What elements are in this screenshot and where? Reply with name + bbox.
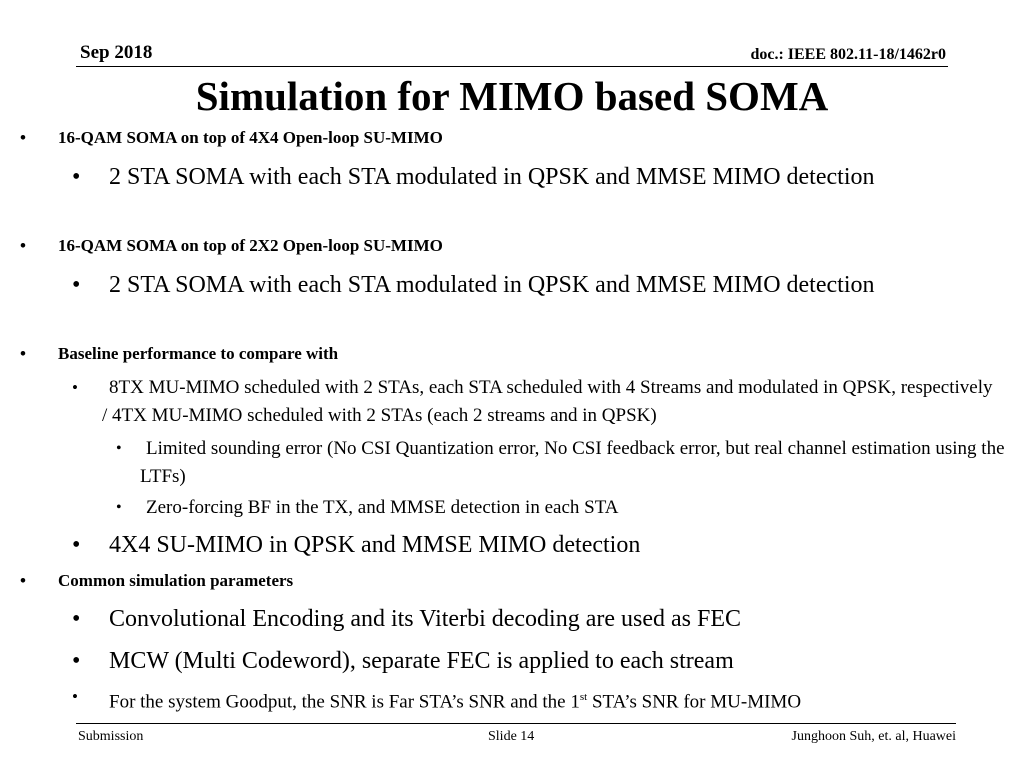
- subsubbullet-zf-bf: • Zero-forcing BF in the TX, and MMSE detection in each STA: [116, 494, 1006, 522]
- bullet-dot: •: [116, 499, 122, 516]
- subbullet-fec: • Convolutional Encoding and its Viterbi decoding are used as FEC: [72, 602, 952, 636]
- bullet-dot: •: [20, 236, 26, 255]
- bullet-dot: •: [116, 440, 122, 457]
- header-date: Sep 2018: [80, 42, 153, 63]
- bullet-dot: •: [72, 272, 81, 298]
- subsubbullet-sounding-error: • Limited sounding error (No CSI Quantization error, No CSI feedback error, but real channel estimation using the LTFs): [116, 435, 1006, 491]
- footer-rule: [76, 723, 956, 724]
- subbullet-4x4-detail: • 2 STA SOMA with each STA modulated in QPSK and MMSE MIMO detection: [72, 160, 952, 194]
- subbullet-mcw: • MCW (Multi Codeword), separate FEC is applied to each stream: [72, 644, 952, 678]
- footer-slide-number: Slide 14: [488, 729, 535, 744]
- footer-submission: Submission: [78, 729, 144, 744]
- bullet-dot: •: [20, 571, 26, 590]
- footer-authors: Junghoon Suh, et. al, Huawei: [791, 729, 956, 744]
- bullet-dot: •: [72, 606, 81, 632]
- header-doc-id: doc.: IEEE 802.11-18/1462r0: [750, 46, 946, 63]
- bullet-dot: •: [72, 532, 81, 558]
- bullet-dot: •: [20, 128, 26, 147]
- subbullet-goodput-snr: • For the system Goodput, the SNR is Far STA’s SNR and the 1st STA’s SNR for MU-MIMO: [72, 683, 1002, 716]
- bullet-dot: •: [72, 378, 78, 397]
- bullet-dot: •: [72, 648, 81, 674]
- bullet-dot: •: [20, 344, 26, 363]
- header-rule: [76, 66, 948, 67]
- slide-title: Simulation for MIMO based SOMA: [195, 73, 829, 119]
- subbullet-su-mimo: • 4X4 SU-MIMO in QPSK and MMSE MIMO detection: [72, 528, 952, 562]
- subbullet-mu-mimo: • 8TX MU-MIMO scheduled with 2 STAs, each STA scheduled with 4 Streams and modulated in QPSK, respectively / 4TX MU-MIMO scheduled with 2 STAs (each 2 streams and in QPSK): [72, 374, 1002, 430]
- subbullet-2x2-detail: • 2 STA SOMA with each STA modulated in QPSK and MMSE MIMO detection: [72, 268, 952, 302]
- bullet-dot: •: [72, 164, 81, 190]
- bullet-dot: •: [72, 687, 78, 706]
